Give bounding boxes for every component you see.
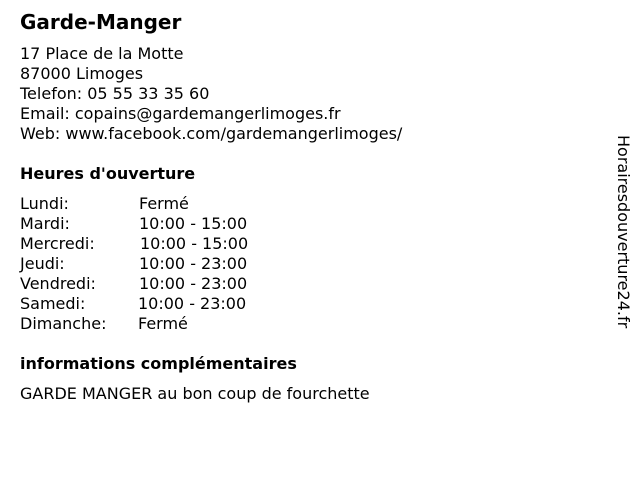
web-line: Web: www.facebook.com/gardemangerlimoges/	[20, 124, 403, 143]
site-watermark: Horairesdouverture24.fr	[614, 135, 633, 329]
hours-row-friday	[20, 274, 300, 294]
address-line-street: 17 Place de la Motte	[20, 44, 184, 63]
hours-day: Samedi:	[20, 294, 86, 313]
additional-info-heading: informations complémentaires	[20, 354, 297, 373]
business-name: Garde-Manger	[20, 10, 182, 34]
hours-row-thursday	[20, 254, 300, 274]
hours-day: Dimanche:	[20, 314, 107, 333]
contact-block	[20, 44, 402, 144]
phone-line: Telefon: 05 55 33 35 60	[20, 84, 210, 103]
hours-time: 10:00 - 15:00	[139, 214, 248, 233]
hours-day: Mardi:	[20, 214, 70, 233]
hours-row-saturday	[20, 294, 300, 314]
hours-time: 10:00 - 23:00	[138, 294, 247, 313]
hours-day: Vendredi:	[20, 274, 96, 293]
hours-time: Fermé	[139, 194, 189, 213]
hours-time: 10:00 - 23:00	[139, 254, 248, 273]
address-line-city: 87000 Limoges	[20, 64, 144, 83]
additional-info-text: GARDE MANGER au bon coup de fourchette	[20, 384, 370, 403]
hours-day: Lundi:	[20, 194, 69, 213]
hours-row-tuesday	[20, 214, 300, 234]
hours-day: Mercredi:	[20, 234, 95, 253]
hours-time: 10:00 - 23:00	[139, 274, 248, 293]
hours-day: Jeudi:	[20, 254, 65, 273]
hours-row-sunday	[20, 314, 300, 334]
opening-hours-table	[20, 194, 300, 334]
hours-time: Fermé	[138, 314, 188, 333]
hours-row-monday	[20, 194, 300, 214]
opening-hours-heading: Heures d'ouverture	[20, 164, 196, 183]
hours-time: 10:00 - 15:00	[140, 234, 249, 253]
email-line: Email: copains@gardemangerlimoges.fr	[20, 104, 341, 123]
hours-row-wednesday	[20, 234, 300, 254]
